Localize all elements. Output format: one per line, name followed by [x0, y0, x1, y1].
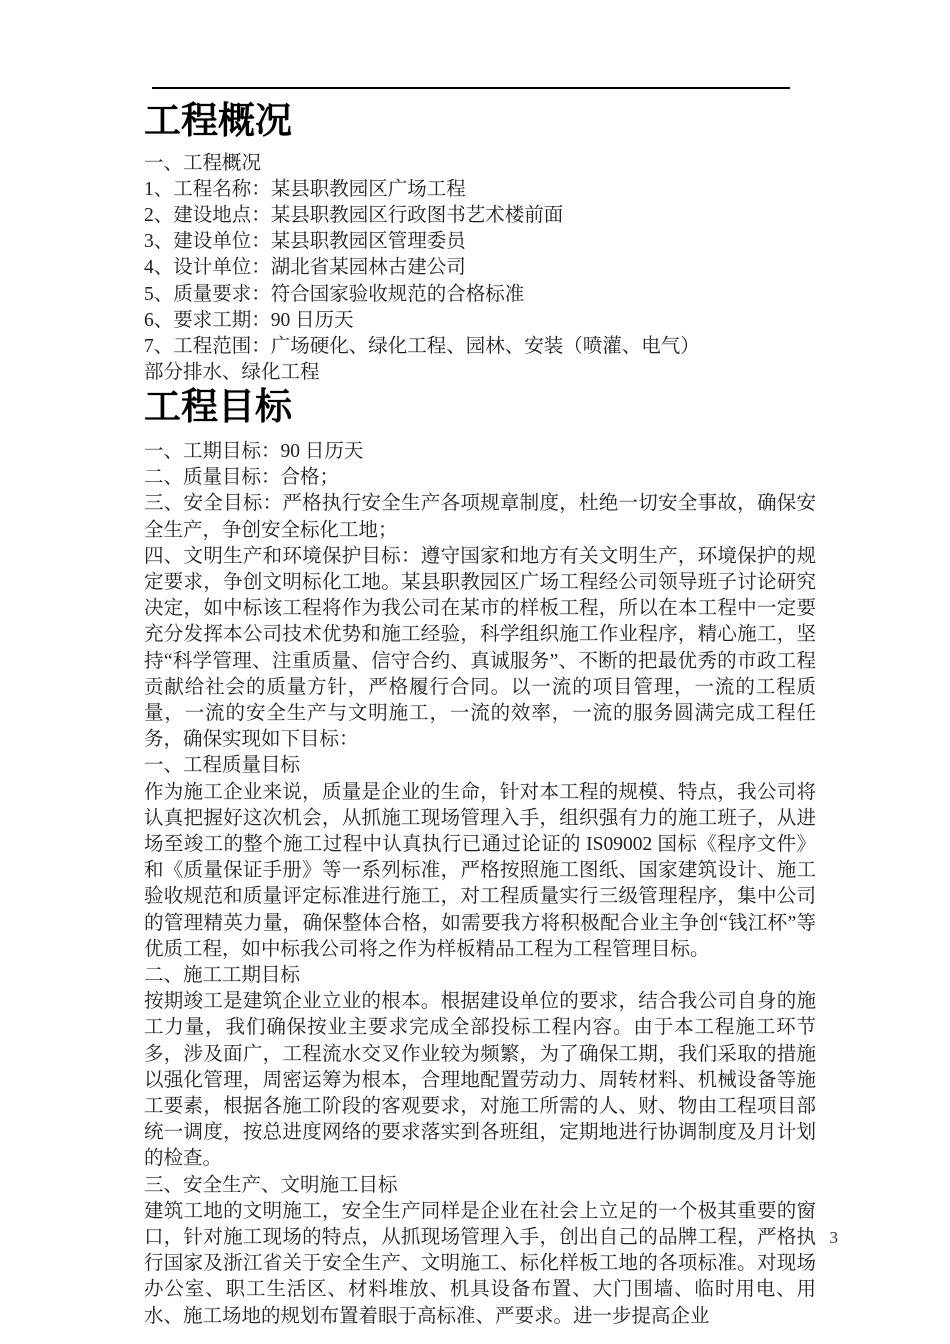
subsection-title-quality: 一、工程质量目标 [144, 755, 301, 777]
page-number: 3 [829, 1228, 838, 1247]
section-heading-project-goals: 工程目标 [144, 386, 292, 428]
goals-line-1: 二、质量目标：合格； [144, 467, 340, 489]
overview-line-8: 部分排水、绿化工程 [144, 362, 320, 384]
goals-paragraph-safety: 三、安全目标：严格执行安全生产各项规章制度，杜绝一切安全事故，确保安全生产，争创安全标化工地； [144, 493, 816, 541]
subsection-body-quality: 作为施工企业来说，质量是企业的生命，针对本工程的规模、特点，我公司将认真把握好这次机会，从抓施工现场管理入手，组织强有力的施工班子，从进场至竣工的整个施工过程中认真执行已通过论证的 IS09002 国标《程序文件》和《质量保证手册》等一系列标准，严格按照施工图纸、国家建筑设计、施工验收规范和质量评定标准进行施工，对工程质量实行三级管理程序，集中公司的管理精英力量，确保整体合格，如需要我方将积极配合业主争创“钱江杯”等优质工程，如中标我公司将之作为样板精品工程为工程管理目标。 [144, 781, 816, 960]
overview-line-7: 7、工程范围：广场硬化、绿化工程、园林、安装（喷灌、电气） [144, 335, 700, 357]
overview-line-1: 1、工程名称：某县职教园区广场工程 [144, 178, 466, 200]
overview-line-6: 6、要求工期：90 日历天 [144, 309, 354, 331]
overview-line-4: 4、设计单位：湖北省某园林古建公司 [144, 257, 466, 279]
overview-line-0: 一、工程概况 [144, 152, 262, 174]
overview-line-2: 2、建设地点：某县职教园区行政图书艺术楼前面 [144, 204, 564, 226]
subsection-title-schedule: 二、施工工期目标 [144, 964, 301, 986]
section-goals-body [144, 439, 816, 1330]
goals-line-0: 一、工期目标：90 日历天 [144, 440, 364, 462]
overview-line-3: 3、建设单位：某县职教园区管理委员 [144, 231, 466, 253]
section-heading-project-overview: 工程概况 [144, 100, 292, 141]
subsection-body-safety-civilized: 建筑工地的文明施工，安全生产同样是企业在社会上立足的一个极其重要的窗口，针对施工现场的特点，从抓现场管理入手，创出自己的品牌工程，严格执行国家及浙江省关于安全生产、文明施工、标化样板工地的各项标准。对现场办公室、职工生活区、材料堆放、机具设备布置、大门围墙、临时用电、用水、施工场地的规划布置着眼于高标准、严要求。进一步提高企业 [144, 1200, 816, 1327]
subsection-title-safety-civilized: 三、安全生产、文明施工目标 [144, 1174, 398, 1196]
overview-line-5: 5、质量要求：符合国家验收规范的合格标准 [144, 283, 525, 305]
section-overview-body [144, 151, 816, 387]
header-rule-divider [152, 87, 790, 89]
subsection-body-schedule: 按期竣工是建筑企业立业的根本。根据建设单位的要求，结合我公司自身的施工力量，我们确保按业主要求完成全部投标工程内容。由于本工程施工环节多，涉及面广，工程流水交叉作业较为频繁，为了确保工期，我们采取的措施以强化管理，周密运筹为根本，合理地配置劳动力、周转材料、机械设备等施工要素，根据各施工阶段的客观要求，对施工所需的人、财、物由工程项目部统一调度，按总进度网络的要求落实到各班组，定期地进行协调制度及月计划的检查。 [144, 991, 816, 1170]
document-content [144, 100, 816, 1330]
goals-paragraph-civilized-production: 四、文明生产和环境保护目标：遵守国家和地方有关文明生产，环境保护的规定要求，争创文明标化工地。某县职教园区广场工程经公司领导班子讨论研究决定，如中标该工程将作为我公司在某市的样板工程，所以在本工程中一定要充分发挥本公司技术优势和施工经验，科学组织施工作业程序，精心施工，坚持“科学管理、注重质量、信守合约、真诚服务”、不断的把最优秀的市政工程贡献给社会的质量方针，严格履行合同。以一流的项目管理，一流的工程质量，一流的安全生产与文明施工，一流的效率，一流的服务圆满完成工程任务，确保实现如下目标： [144, 545, 816, 751]
